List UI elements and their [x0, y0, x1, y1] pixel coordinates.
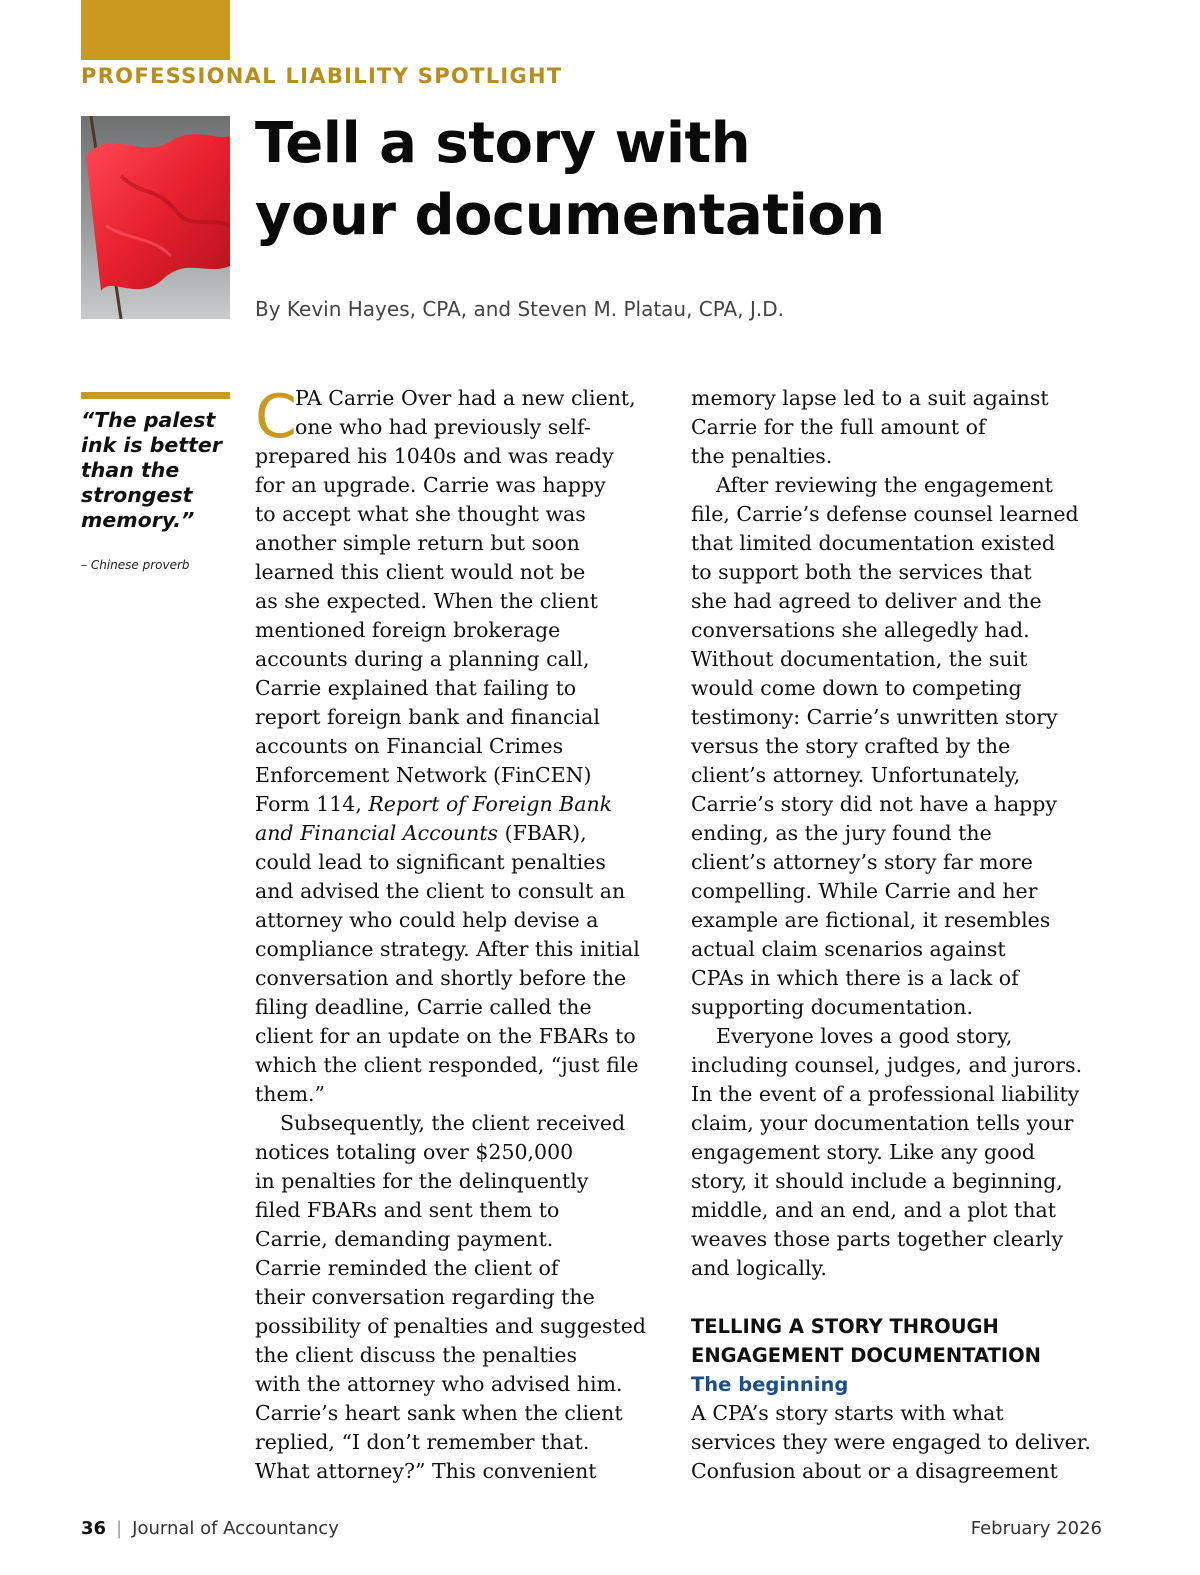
- pull-quote-line: memory.”: [81, 508, 195, 532]
- section-subhead: TELLING A STORY THROUGH: [691, 1315, 999, 1338]
- body-text: Form 114,: [255, 792, 369, 816]
- body-line: with the attorney who advised him.: [255, 1372, 623, 1396]
- body-text: (FBAR),: [498, 821, 587, 845]
- body-line: client’s attorney. Unfortunately,: [691, 763, 1021, 787]
- body-line: Carrie’s heart sank when the client: [255, 1401, 623, 1425]
- body-line: prepared his 1040s and was ready: [255, 444, 614, 468]
- section-label: PROFESSIONAL LIABILITY SPOTLIGHT: [81, 64, 563, 88]
- title-line: Tell a story with: [255, 111, 751, 176]
- pull-quote-line: strongest: [81, 483, 193, 507]
- body-line: middle, and an end, and a plot that: [691, 1198, 1056, 1222]
- body-line: possibility of penalties and suggested: [255, 1314, 647, 1338]
- body-line: engagement story. Like any good: [691, 1140, 1035, 1164]
- body-line: one who had previously self-: [295, 415, 591, 439]
- publication-name: Journal of Accountancy: [132, 1518, 339, 1539]
- article-column-right: [691, 384, 1121, 1486]
- body-line: for an upgrade. Carrie was happy: [255, 473, 606, 497]
- body-line: Carrie explained that failing to: [255, 676, 577, 700]
- body-line: file, Carrie’s defense counsel learned: [691, 502, 1079, 526]
- body-line: Carrie’s story did not have a happy: [691, 792, 1058, 816]
- body-line: including counsel, judges, and jurors.: [691, 1053, 1083, 1077]
- body-line: Everyone loves a good story,: [716, 1024, 1013, 1048]
- body-line: mentioned foreign brokerage: [255, 618, 561, 642]
- red-flag-image: [81, 116, 230, 319]
- body-line: In the event of a professional liability: [691, 1082, 1080, 1106]
- body-line: the penalties.: [691, 444, 833, 468]
- body-line: to accept what she thought was: [255, 502, 586, 526]
- body-line: and logically.: [691, 1256, 827, 1280]
- body-line: compliance strategy. After this initial: [255, 937, 640, 961]
- body-line: their conversation regarding the: [255, 1285, 595, 1309]
- body-line: services they were engaged to deliver.: [691, 1430, 1091, 1454]
- body-line: conversations she allegedly had.: [691, 618, 1030, 642]
- body-line: client’s attorney’s story far more: [691, 850, 1033, 874]
- body-line: filed FBARs and sent them to: [255, 1198, 560, 1222]
- body-line: memory lapse led to a suit against: [691, 386, 1049, 410]
- body-line: conversation and shortly before the: [255, 966, 627, 990]
- body-line: would come down to competing: [691, 676, 1022, 700]
- drop-cap: C: [255, 382, 297, 452]
- pull-quote-line: ink is better: [81, 433, 222, 457]
- form-title-italic: Report of Foreign Bank: [368, 792, 613, 816]
- page-number: 36: [81, 1518, 107, 1539]
- body-line: story, it should include a beginning,: [691, 1169, 1063, 1193]
- body-line: accounts during a planning call,: [255, 647, 590, 671]
- title-line: your documentation: [255, 183, 885, 248]
- body-line: she had agreed to deliver and the: [691, 589, 1042, 613]
- body-line: What attorney?” This convenient: [255, 1459, 597, 1483]
- section-subhead: ENGAGEMENT DOCUMENTATION: [691, 1344, 1041, 1367]
- body-line: Carrie, demanding payment.: [255, 1227, 554, 1251]
- body-line: replied, “I don’t remember that.: [255, 1430, 590, 1454]
- body-line: that limited documentation existed: [691, 531, 1056, 555]
- body-line: to support both the services that: [691, 560, 1032, 584]
- body-line: After reviewing the engagement: [716, 473, 1053, 497]
- paragraph-gap: [691, 1283, 1121, 1312]
- body-line: client for an update on the FBARs to: [255, 1024, 636, 1048]
- body-line: Carrie reminded the client of: [255, 1256, 559, 1280]
- body-line: weaves those parts together clearly: [691, 1227, 1064, 1251]
- body-line: ending, as the jury found the: [691, 821, 992, 845]
- byline: By Kevin Hayes, CPA, and Steven M. Platau, CPA, J.D.: [255, 297, 784, 321]
- body-line: in penalties for the delinquently: [255, 1169, 589, 1193]
- body-line: notices totaling over $250,000: [255, 1140, 574, 1164]
- header-accent-bar: [81, 0, 230, 60]
- body-line: actual claim scenarios against: [691, 937, 1006, 961]
- body-line: compelling. While Carrie and her: [691, 879, 1038, 903]
- pull-quote-rule: [81, 392, 230, 399]
- section-subsubhead: The beginning: [691, 1373, 849, 1396]
- pull-quote: [81, 408, 231, 533]
- body-line: CPAs in which there is a lack of: [691, 966, 1019, 990]
- pull-quote-line: than the: [81, 458, 180, 482]
- body-line: testimony: Carrie’s unwritten story: [691, 705, 1058, 729]
- body-line: A CPA’s story starts with what: [691, 1401, 1004, 1425]
- body-line: which the client responded, “just file: [255, 1053, 639, 1077]
- body-line: Carrie for the full amount of: [691, 415, 986, 439]
- body-line: Without documentation, the suit: [691, 647, 1028, 671]
- article-title: [255, 108, 885, 252]
- body-line: and advised the client to consult an: [255, 879, 626, 903]
- body-line: versus the story crafted by the: [691, 734, 1011, 758]
- body-line: filing deadline, Carrie called the: [255, 995, 592, 1019]
- footer-separator: |: [116, 1518, 123, 1539]
- body-line: learned this client would not be: [255, 560, 586, 584]
- body-line: Confusion about or a disagreement: [691, 1459, 1058, 1483]
- body-line: another simple return but soon: [255, 531, 580, 555]
- pull-quote-line: “The palest: [81, 408, 216, 432]
- body-line: claim, your documentation tells your: [691, 1111, 1074, 1135]
- form-title-italic: and Financial Accounts: [255, 821, 499, 845]
- body-line: example are fictional, it resembles: [691, 908, 1051, 932]
- body-line-form: [255, 790, 675, 819]
- body-line: them.”: [255, 1082, 326, 1106]
- issue-date: February 2026: [970, 1518, 1102, 1539]
- footer-left: [81, 1518, 339, 1539]
- body-line: Enforcement Network (FinCEN): [255, 763, 592, 787]
- body-line: PA Carrie Over had a new client,: [295, 386, 636, 410]
- body-line: as she expected. When the client: [255, 589, 598, 613]
- body-line: supporting documentation.: [691, 995, 973, 1019]
- body-line: report foreign bank and financial: [255, 705, 600, 729]
- body-line: attorney who could help devise a: [255, 908, 599, 932]
- article-column-left: [255, 384, 675, 1486]
- body-line-form: [255, 819, 675, 848]
- body-line: the client discuss the penalties: [255, 1343, 577, 1367]
- body-line: accounts on Financial Crimes: [255, 734, 564, 758]
- body-line: could lead to significant penalties: [255, 850, 606, 874]
- pull-quote-attribution: – Chinese proverb: [81, 558, 190, 572]
- body-line: Subsequently, the client received: [280, 1111, 626, 1135]
